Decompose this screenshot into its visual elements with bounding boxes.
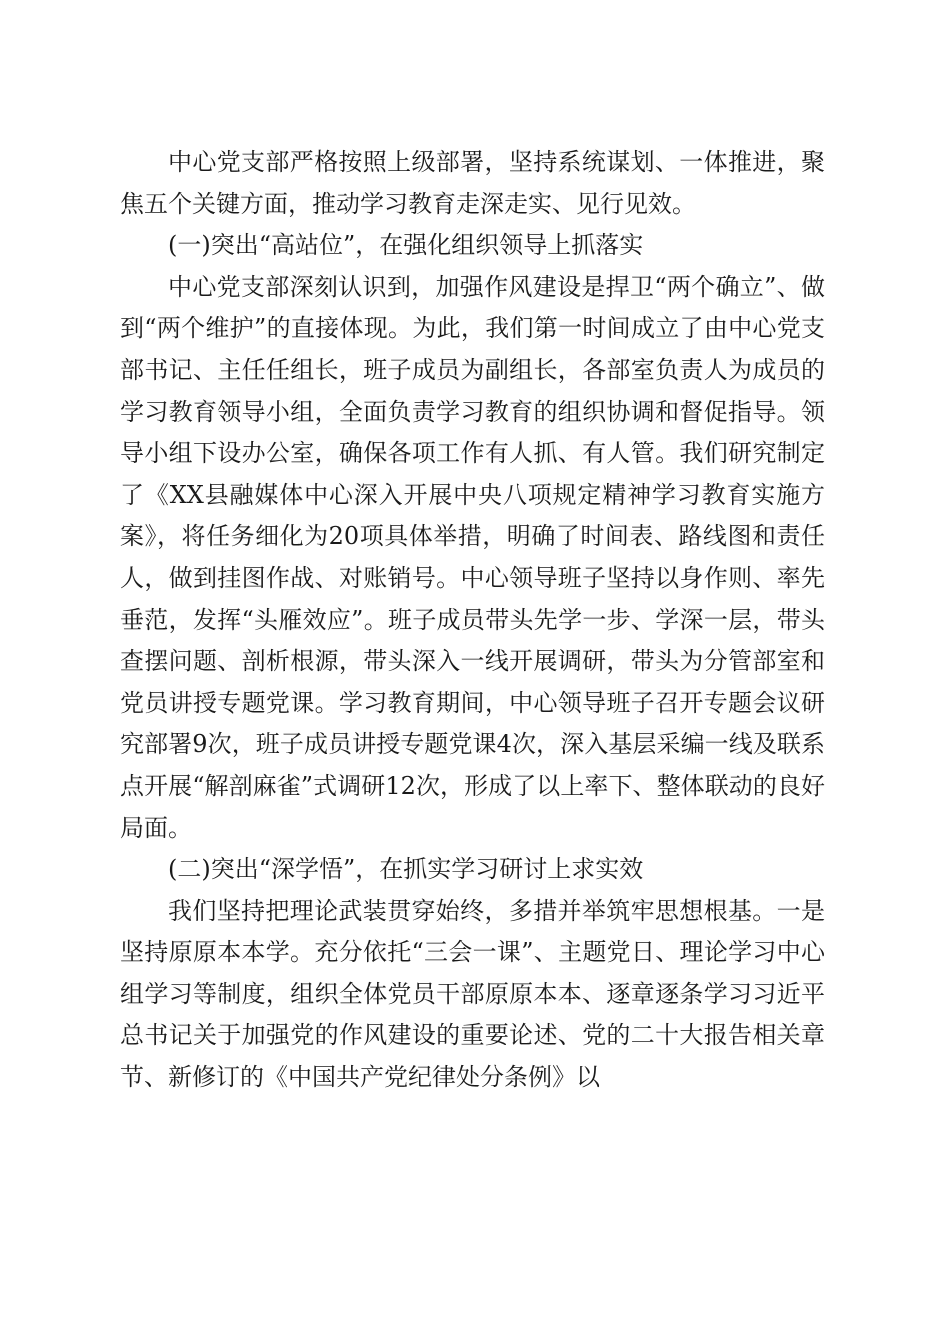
paragraph-section-2: 我们坚持把理论武装贯穿始终，多措并举筑牢思想根基。一是坚持原原本本学。充分依托“三会一课”、主题党日、理论学习中心组学习等制度，组织全体党员干部原原本本、逐章逐条学习习近平总书记关于加强党的作风建设的重要论述、党的二十大报告相关章节、新修订的《中国共产党纪律处分条例》以 <box>120 896 825 1092</box>
paragraph-intro: 中心党支部严格按照上级部署，坚持系统谋划、一体推进，聚焦五个关键方面，推动学习教育走深走实、见行见效。 <box>120 148 825 218</box>
document-body <box>120 142 825 1099</box>
section-heading-2: (二)突出“深学悟”，在抓实学习研讨上求实效 <box>168 855 644 884</box>
paragraph-section-1: 中心党支部深刻认识到，加强作风建设是捍卫“两个确立”、做到“两个维护”的直接体现。为此，我们第一时间成立了由中心党支部书记、主任任组长，班子成员为副组长，各部室负责人为成员的学习教育领导小组，全面负责学习教育的组织协调和督促指导。领导小组下设办公室，确保各项工作有人抓、有人管。我们研究制定了《XX县融媒体中心深入开展中央八项规定精神学习教育实施方案》，将任务细化为20项具体举措，明确了时间表、路线图和责任人，做到挂图作战、对账销号。中心领导班子坚持以身作则、率先垂范，发挥“头雁效应”。班子成员带头先学一步、学深一层，带头查摆问题、剖析根源，带头深入一线开展调研，带头为分管部室和党员讲授专题党课。学习教育期间，中心领导班子召开专题会议研究部署9次，班子成员讲授专题党课4次，深入基层采编一线及联系点开展“解剖麻雀”式调研12次，形成了以上率下、整体联动的良好局面。 <box>120 272 825 842</box>
section-heading-1: (一)突出“高站位”，在强化组织领导上抓落实 <box>168 231 644 260</box>
